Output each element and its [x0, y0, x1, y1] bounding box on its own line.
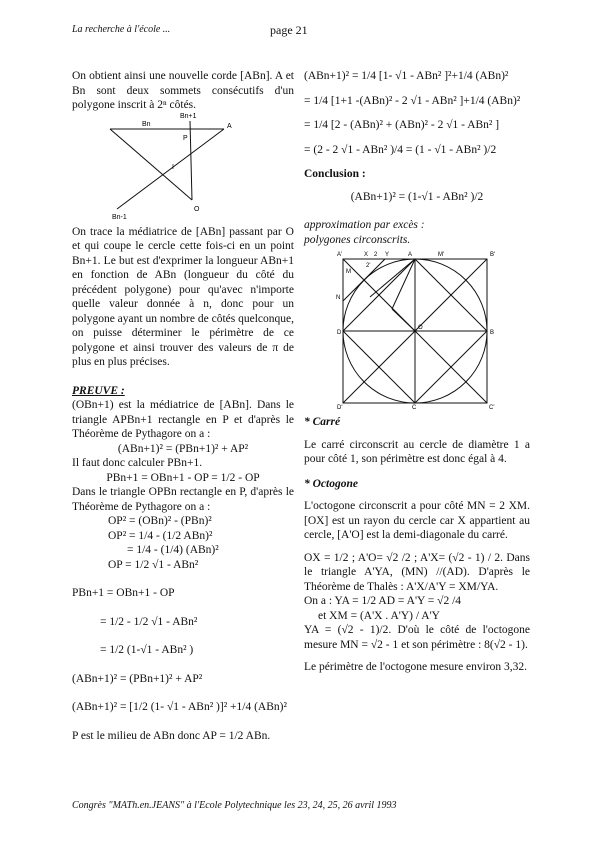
- label-two-prime: 2': [366, 263, 371, 269]
- approx-line-1: approximation par excès :: [304, 219, 425, 231]
- left-column: [72, 69, 294, 743]
- octogone-text-5: YA = (√2 - 1)/2. D'où le côté de l'octogone mesure MN = √2 - 1 et son périmètre : 8(√2 - 1).: [304, 624, 530, 651]
- equation-9: = 1/2 (1-√1 - ABn² ): [100, 644, 194, 656]
- equation-5: = 1/4 - (1/4) (ABn)²: [127, 544, 219, 556]
- octagon-figure: [304, 247, 530, 409]
- octogone-title: * Octogone: [304, 477, 358, 490]
- octogone-text-2: OX = 1/2 ; A'O= √2 /2 ; A'X= (√2 - 1) / 2. Dans le triangle A'YA, (MN) //(AD). D'après le Théorème de Thalès : A'X/A'Y = XM/YA.: [304, 551, 530, 593]
- footer-text: Congrès "MATh.en.JEANS" à l'Ecole Polytechnique les 23, 24, 25, 26 avril 1993: [72, 800, 397, 811]
- carre-text: Le carré circonscrit au cercle de diamètre 1 a pour côté 1, son périmètre est donc égal à 4.: [304, 438, 530, 465]
- calc-line: Il faut donc calculer PBn+1.: [72, 457, 203, 469]
- label-o: O: [418, 325, 423, 331]
- equation-1: (ABn+1)² = (PBn+1)² + AP²: [117, 442, 249, 455]
- paragraph-midpoint: P est le milieu de ABn donc AP = 1/2 ABn.: [72, 729, 271, 742]
- preuve-title: PREUVE :: [72, 384, 125, 397]
- octogone-text-1: L'octogone circonscrit a pour côté MN = 2 XM. [OX] est un rayon du cercle car X appartient au cercle, [A'O] est la demi-diagonale du carré.: [304, 500, 530, 541]
- octogone-text-3: On a : YA = 1/2 AD = A'Y = √2 /4: [304, 595, 462, 607]
- label-o: O: [194, 205, 200, 213]
- equation-r4: = (2 - 2 √1 - ABn² )/4 = (1 - √1 - ABn² )/2: [304, 143, 497, 156]
- chord-figure: [72, 113, 294, 225]
- running-header: La recherche à l'école ...: [72, 24, 171, 35]
- label-bn: Bn: [142, 120, 151, 128]
- label-x: X: [364, 252, 369, 258]
- equation-10: (ABn+1)² = (PBn+1)² + AP²: [72, 672, 203, 685]
- equation-r1: (ABn+1)² = 1/4 [1- √1 - ABn² ]²+1/4 (ABn)²: [304, 70, 509, 82]
- equation-7: PBn+1 = OBn+1 - OP: [72, 587, 175, 599]
- label-y: Y: [385, 252, 390, 258]
- equation-11: (ABn+1)² = [1/2 (1- √1 - ABn² )]² +1/4 (ABn)²: [72, 701, 287, 713]
- page-number: page 21: [270, 23, 308, 37]
- label-m: M: [346, 269, 351, 275]
- equation-4: OP² = 1/4 - (1/2 ABn)²: [108, 529, 213, 542]
- conclusion-title: Conclusion :: [304, 168, 366, 180]
- equation-3: OP² = (OBn)² - (PBn)²: [108, 515, 212, 527]
- approx-line-2: polygones circonscrits.: [304, 233, 411, 246]
- label-a-point: A: [408, 252, 413, 258]
- paragraph-opbn: Dans le triangle OPBn rectangle en P, d'après le Théorème de Pythagore on a :: [72, 486, 294, 513]
- label-b-prime: B': [490, 252, 496, 258]
- label-bn1: Bn+1: [180, 112, 197, 120]
- label-c-prime: C': [489, 405, 495, 409]
- label-m-prime: M': [438, 252, 445, 258]
- label-d: D: [337, 330, 342, 336]
- label-n: N: [336, 295, 341, 301]
- equation-6: OP = 1/2 √1 - ABn²: [108, 558, 199, 571]
- label-a: A: [227, 122, 232, 130]
- label-bn-1: Bn-1: [112, 213, 127, 221]
- preuve-text: (OBn+1) est la médiatrice de [ABn]. Dans le triangle APBn+1 rectangle en P et d'après le Théorème de Pythagore on a :: [72, 399, 294, 440]
- paragraph-mediatrice: On trace la médiatrice de [ABn] passant par O et qui coupe le cercle cette fois-ci en un point Bn+1. Le but est d'exprimer la longueur ABn+1 en fonction de ABn (longueur du côté du précédent polygone) pour qu'avec n'importe quelle valeur donnée à n, donc pour un polygone ayant un nombre de côtés quelconque, on puisse déterminer le périmètre de ce polygone et ainsi trouver des valeurs de π de plus en plus précises.: [72, 225, 294, 368]
- equation-r3: = 1/4 [2 - (ABn)² + (ABn)² - 2 √1 - ABn² ]: [304, 119, 500, 131]
- right-column: [304, 69, 530, 675]
- equation-8: = 1/2 - 1/2 √1 - ABn²: [100, 615, 198, 628]
- label-d-prime: D': [337, 405, 343, 409]
- octogone-text-4: et XM = (A'X . A'Y) / A'Y: [318, 609, 440, 622]
- label-b: B: [490, 330, 495, 336]
- label-a-prime: A': [337, 252, 343, 258]
- equation-2: PBn+1 = OBn+1 - OP = 1/2 - OP: [106, 471, 260, 484]
- label-two: 2: [374, 252, 378, 258]
- equation-r2: = 1/4 [1+1 -(ABn)² - 2 √1 - ABn² ]+1/4 (ABn)²: [304, 94, 521, 107]
- label-p: P: [183, 134, 188, 142]
- label-i: I: [172, 163, 174, 171]
- label-c: C: [412, 405, 417, 409]
- paragraph-intro: On obtient ainsi une nouvelle corde [ABn]. A et Bn sont deux sommets consécutifs d'un polygone inscrit à 2ⁿ côtés.: [72, 70, 294, 111]
- carre-title: * Carré: [304, 416, 341, 428]
- conclusion-equation: (ABn+1)² = (1-√1 - ABn² )/2: [350, 190, 484, 203]
- octogone-text-6: Le périmètre de l'octogone mesure environ 3,32.: [304, 661, 528, 673]
